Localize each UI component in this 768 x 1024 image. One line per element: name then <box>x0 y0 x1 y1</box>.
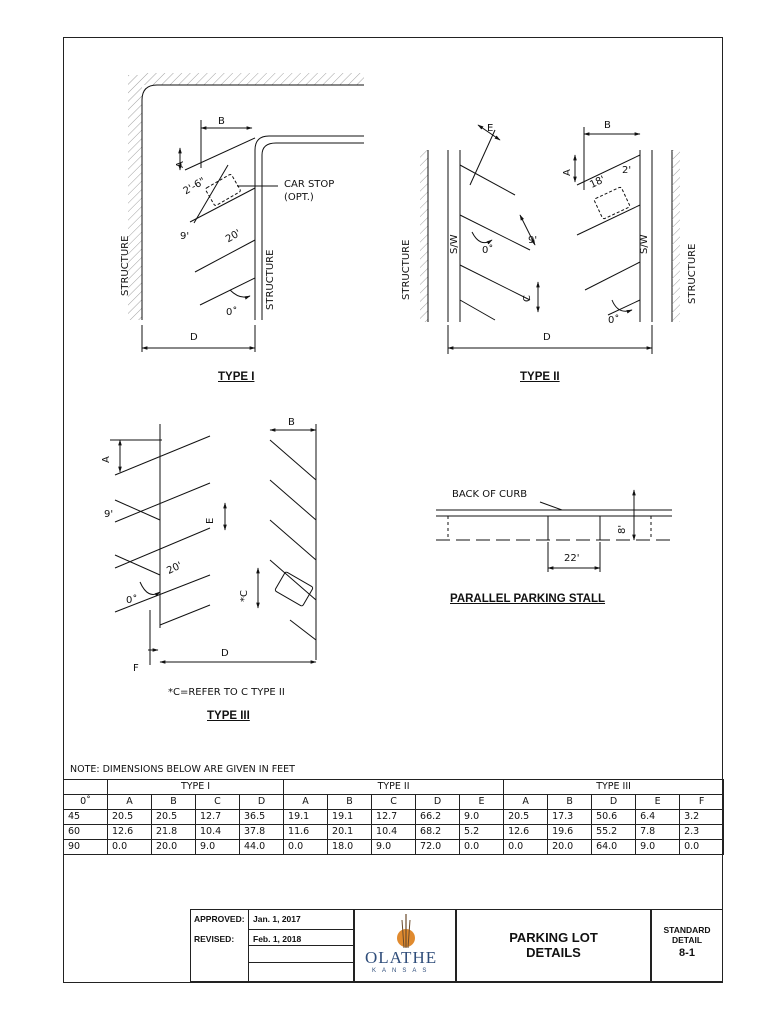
table-cell: 18.0 <box>328 840 372 855</box>
table-cell: 64.0 <box>592 840 636 855</box>
table-cell: 0.0 <box>284 840 328 855</box>
table-cell: 20.1 <box>328 825 372 840</box>
type3-label-angle: 0˚ <box>126 595 138 606</box>
table-cell: 90 <box>64 840 108 855</box>
table-cell: 12.6 <box>108 825 152 840</box>
table-group-header-row <box>64 780 724 795</box>
table-row <box>64 810 724 825</box>
table-cell: 20.0 <box>152 840 196 855</box>
table-cell: 10.4 <box>372 825 416 840</box>
type3-label-width: 9' <box>104 509 114 520</box>
type3-label-a: A <box>101 456 112 463</box>
type3-label-c-star: *C <box>239 590 250 602</box>
parallel-label-length: 22' <box>564 553 580 564</box>
table-cell: 44.0 <box>240 840 284 855</box>
standard-detail-box <box>651 909 723 982</box>
approved-label: APPROVED: <box>194 914 245 924</box>
table-cell: 20.5 <box>504 810 548 825</box>
column-header: F <box>680 795 724 810</box>
type2-label-structure-right: STRUCTURE <box>687 243 698 304</box>
table-cell: 68.2 <box>416 825 460 840</box>
type2-label-sw-right: S/W <box>639 234 650 254</box>
table-cell: 19.1 <box>328 810 372 825</box>
table-cell: 12.7 <box>196 810 240 825</box>
type2-label-c: C <box>522 295 533 302</box>
table-cell: 20.0 <box>548 840 592 855</box>
type2-label-width: 9' <box>528 235 538 246</box>
parallel-label-back-of-curb: BACK OF CURB <box>452 489 528 500</box>
type1-stall-lines <box>185 138 255 305</box>
type1-label-length: 20' <box>224 227 243 246</box>
standard-label: STANDARD <box>663 925 711 935</box>
type2-label-length: 18' <box>588 174 607 191</box>
column-header: B <box>548 795 592 810</box>
parallel-title: PARALLEL PARKING STALL <box>450 593 606 605</box>
table-cell: 72.0 <box>416 840 460 855</box>
table-cell: 0.0 <box>504 840 548 855</box>
table-column-header-row <box>64 795 724 810</box>
table-cell: 11.6 <box>284 825 328 840</box>
group-header-type2: TYPE II <box>284 780 504 795</box>
dimensions-note: NOTE: DIMENSIONS BELOW ARE GIVEN IN FEET <box>70 764 295 775</box>
type2-label-d: D <box>543 332 551 343</box>
table-cell: 7.8 <box>636 825 680 840</box>
table-cell: 19.6 <box>548 825 592 840</box>
group-header-type1: TYPE I <box>108 780 284 795</box>
column-header: A <box>108 795 152 810</box>
table-cell: 60 <box>64 825 108 840</box>
column-header: E <box>460 795 504 810</box>
table-cell: 17.3 <box>548 810 592 825</box>
table-cell: 66.2 <box>416 810 460 825</box>
detail-label: DETAIL <box>671 935 703 945</box>
group-header-type3: TYPE III <box>504 780 724 795</box>
table-cell: 6.4 <box>636 810 680 825</box>
type1-label-car-stop-opt: (OPT.) <box>284 192 314 203</box>
table-cell: 9.0 <box>460 810 504 825</box>
table-cell: 20.5 <box>108 810 152 825</box>
type2-label-structure-left: STRUCTURE <box>401 239 412 300</box>
type1-label-structure-left: STRUCTURE <box>120 235 131 296</box>
table-cell: 9.0 <box>372 840 416 855</box>
logo-word: OLATHE <box>365 948 438 967</box>
column-header: D <box>592 795 636 810</box>
table-cell: 3.2 <box>680 810 724 825</box>
type1-label-a: A <box>175 161 186 168</box>
table-cell: 55.2 <box>592 825 636 840</box>
type1-label-car-stop: CAR STOP <box>284 179 335 190</box>
type1-title: TYPE I <box>218 371 255 383</box>
column-header: D <box>240 795 284 810</box>
type3-title: TYPE III <box>207 710 250 722</box>
type3-label-e: E <box>205 517 216 524</box>
type2-title: TYPE II <box>520 371 560 383</box>
table-cell: 45 <box>64 810 108 825</box>
type2-label-angle-right: 0˚ <box>608 315 620 326</box>
type1-label-angle: 0˚ <box>226 307 238 318</box>
table-cell: 20.5 <box>152 810 196 825</box>
logo-sub: KANSAS <box>372 968 433 974</box>
revised-date: Feb. 1, 2018 <box>253 934 302 944</box>
approved-date: Jan. 1, 2017 <box>253 914 301 924</box>
type1-label-b: B <box>218 116 225 127</box>
column-header: B <box>152 795 196 810</box>
type3-label-b: B <box>288 417 295 428</box>
column-header: D <box>416 795 460 810</box>
table-cell: 19.1 <box>284 810 328 825</box>
table-cell: 12.6 <box>504 825 548 840</box>
table-cell: 9.0 <box>196 840 240 855</box>
type2-label-sw-left: S/W <box>449 234 460 254</box>
type3-dimension-lines <box>110 430 316 665</box>
table-cell: 36.5 <box>240 810 284 825</box>
table-cell: 0.0 <box>460 840 504 855</box>
table-cell: 0.0 <box>680 840 724 855</box>
type2-dimension-lines <box>448 125 652 354</box>
type1-label-width: 9' <box>180 231 190 242</box>
dimensions-table <box>63 779 724 855</box>
table-cell: 5.2 <box>460 825 504 840</box>
table-cell: 50.6 <box>592 810 636 825</box>
column-header: E <box>636 795 680 810</box>
parallel-stall-lines <box>436 490 672 572</box>
type1-label-offset: 2'-6" <box>181 175 208 198</box>
column-header: B <box>328 795 372 810</box>
table-cell: 12.7 <box>372 810 416 825</box>
type2-label-e: E <box>487 123 494 134</box>
type1-label-d: D <box>190 332 198 343</box>
column-header-angle: 0˚ <box>64 795 108 810</box>
type2-label-angle-left: 0˚ <box>482 245 494 256</box>
type1-label-structure-right: STRUCTURE <box>265 249 276 310</box>
table-cell: 0.0 <box>108 840 152 855</box>
table-row <box>64 840 724 855</box>
column-header: A <box>284 795 328 810</box>
type2-label-b: B <box>604 120 611 131</box>
type3-stall-lines <box>115 424 316 660</box>
table-cell: 9.0 <box>636 840 680 855</box>
column-header: C <box>372 795 416 810</box>
table-row <box>64 825 724 840</box>
olathe-sun-logo-icon <box>392 912 420 950</box>
table-cell: 10.4 <box>196 825 240 840</box>
type3-label-f: F <box>133 663 139 674</box>
column-header: C <box>196 795 240 810</box>
drawing-title-line1: PARKING LOT <box>509 930 598 945</box>
table-cell: 2.3 <box>680 825 724 840</box>
type2-stall-lines <box>460 130 640 320</box>
type3-label-length: 20' <box>165 560 184 577</box>
drawing-title-line2: DETAILS <box>526 945 581 960</box>
table-cell: 37.8 <box>240 825 284 840</box>
type3-footnote: *C=REFER TO C TYPE II <box>168 687 285 698</box>
type2-label-a: A <box>562 169 573 176</box>
type2-label-offset: 2' <box>622 165 632 176</box>
parallel-label-width: 8' <box>617 524 628 534</box>
type1-dimension-lines <box>142 120 278 352</box>
revised-label: REVISED: <box>194 934 235 944</box>
table-cell: 21.8 <box>152 825 196 840</box>
detail-number: 8-1 <box>679 947 695 959</box>
approval-row-divider-2 <box>248 962 354 963</box>
type3-label-d: D <box>221 648 229 659</box>
column-header: A <box>504 795 548 810</box>
